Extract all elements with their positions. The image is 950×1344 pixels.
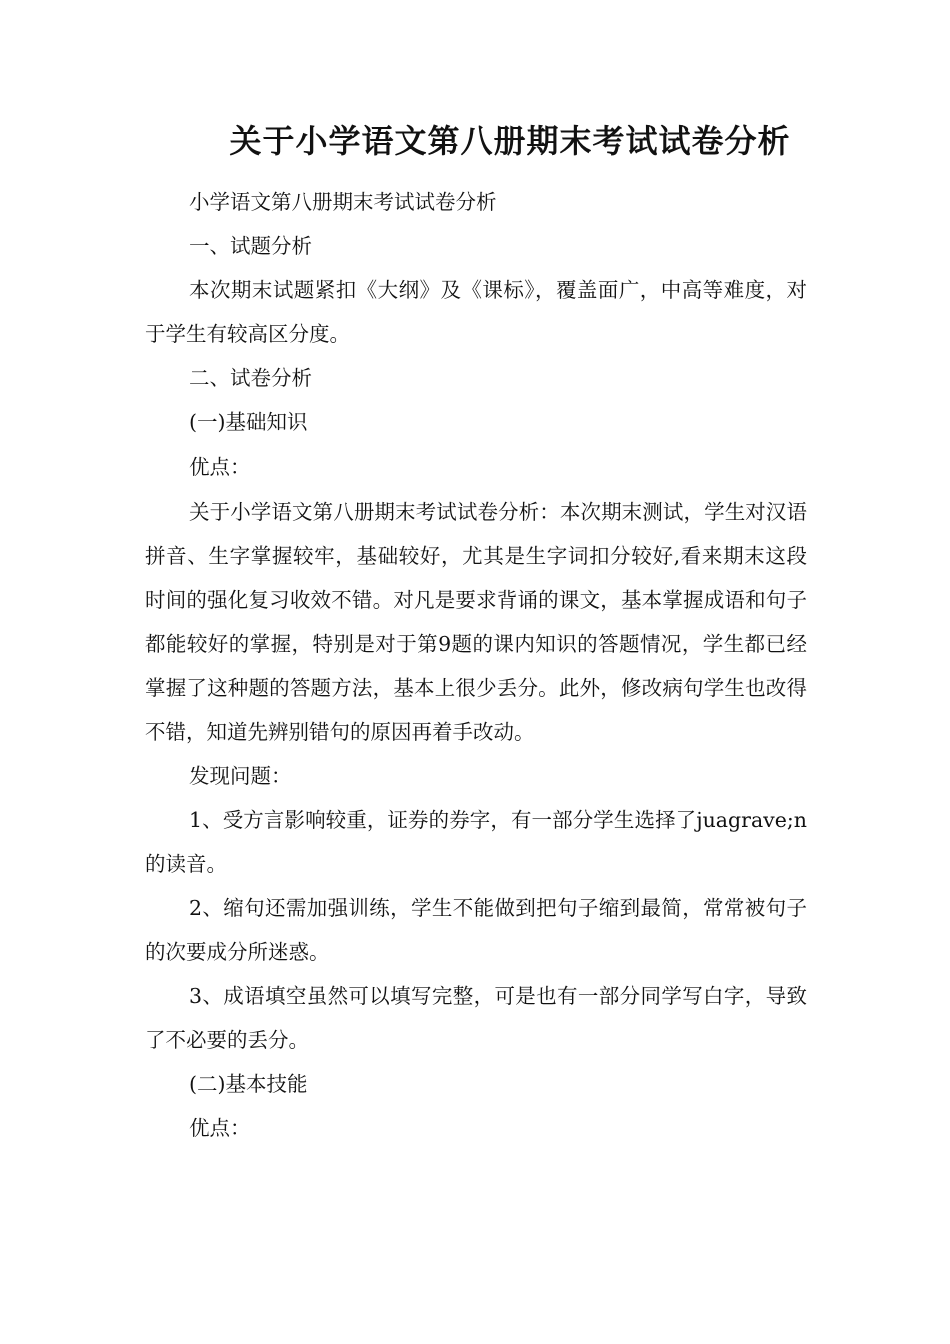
document-body bbox=[145, 180, 807, 1150]
problem-item-2: 2、缩句还需加强训练，学生不能做到把句子缩到最简，常常被句子的次要成分所迷惑。 bbox=[145, 896, 807, 964]
paragraph-strengths-detail: 关于小学语文第八册期末考试试卷分析：本次期末测试，学生对汉语拼音、生字掌握较牢，基础较好，尤其是生字词扣分较好,看来期末这段时间的强化复习收效不错。对凡是要求背诵的课文，基本掌握成语和句子都能较好的掌握，特别是对于第9题的课内知识的答题情况，学生都已经掌握了这种题的答题方法，基本上很少丢分。此外，修改病句学生也改得不错，知道先辨别错句的原因再着手改动。 bbox=[145, 500, 807, 744]
subsection-heading-basic-knowledge: (一)基础知识 bbox=[189, 410, 308, 434]
label-strengths-2: 优点： bbox=[189, 1116, 251, 1140]
document-title: 关于小学语文第八册期末考试试卷分析 bbox=[229, 122, 791, 160]
label-problems-found: 发现问题： bbox=[189, 764, 292, 788]
section-heading-question-analysis: 一、试题分析 bbox=[189, 234, 312, 258]
paragraph-question-overview: 本次期末试题紧扣《大纲》及《课标》，覆盖面广，中高等难度，对于学生有较高区分度。 bbox=[145, 278, 807, 346]
problem-item-1: 1、受方言影响较重，证券的券字，有一部分学生选择了juagrave;n的读音。 bbox=[145, 808, 807, 876]
label-strengths: 优点： bbox=[189, 455, 251, 479]
section-heading-paper-analysis: 二、试卷分析 bbox=[189, 366, 312, 390]
problem-item-3: 3、成语填空虽然可以填写完整，可是也有一部分同学写白字，导致了不必要的丢分。 bbox=[145, 984, 807, 1052]
subsection-heading-basic-skills: (二)基本技能 bbox=[189, 1072, 308, 1096]
paragraph-subtitle: 小学语文第八册期末考试试卷分析 bbox=[189, 190, 497, 214]
